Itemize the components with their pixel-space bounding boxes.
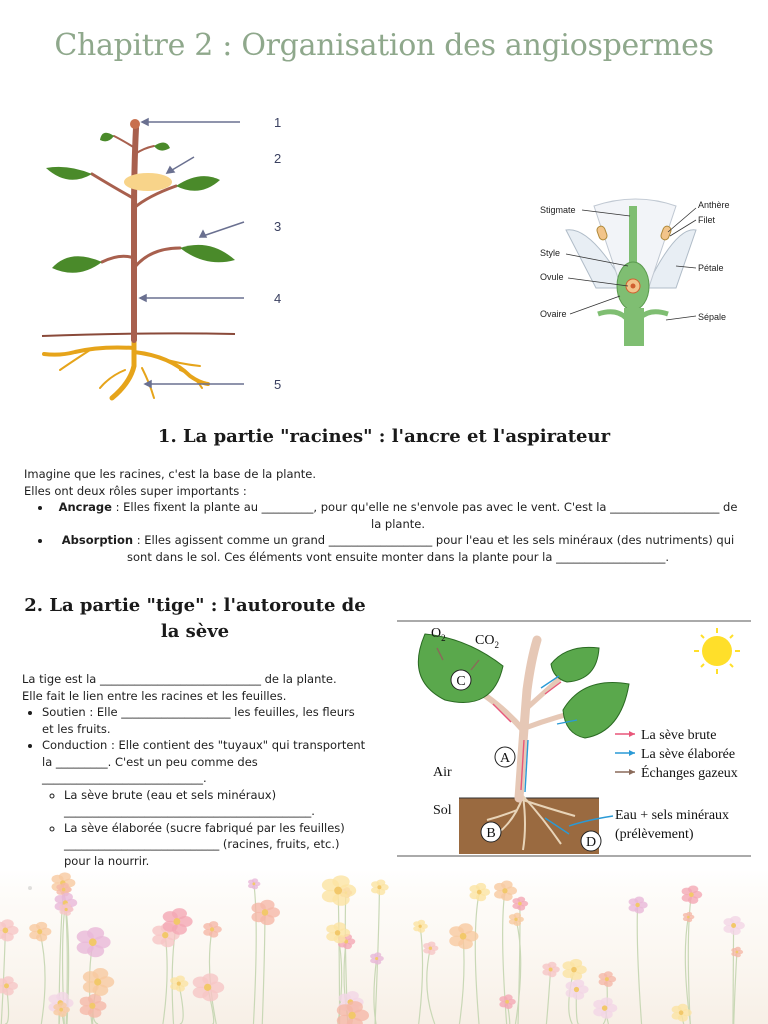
list-item-soutien: • Soutien : Elle ___________________ les feuilles, les fleurs et les fruits.: [42, 704, 366, 737]
section1-list: [24, 499, 744, 565]
term-ancrage: Ancrage: [58, 500, 112, 514]
label-filet: Filet: [698, 215, 716, 225]
letter-c: C: [456, 674, 466, 689]
section2-list: [22, 704, 366, 869]
flower: [124, 173, 172, 191]
letter-b: B: [486, 826, 496, 841]
plant-label-3: 3: [274, 219, 282, 234]
term-absorption: Absorption: [61, 533, 134, 547]
soil-label-2: (prélèvement): [615, 827, 694, 842]
list-item-absorption: [52, 532, 744, 565]
stem: [92, 128, 180, 340]
label-sepale: Sépale: [698, 312, 727, 322]
co2-label: $CO_2$: [475, 633, 499, 650]
label-ovaire: Ovaire: [540, 309, 567, 319]
plant-label-5: 5: [274, 377, 282, 392]
text-absorption: : Elles agissent comme un grand __________________ pour l'eau et les sels minéraux (des nutriments) qui sont dans le sol. Ces éléments vont ensuite monter dans la plante pour la ___________________.: [127, 533, 735, 564]
plant-label-4: 4: [274, 291, 282, 306]
legend-gaz: Échanges gazeux: [641, 766, 738, 781]
section1-text: [24, 466, 744, 565]
list-item-conduction: [42, 737, 366, 869]
label-petale: Pétale: [698, 263, 724, 273]
text-ancrage: : Elles fixent la plante au _________, pour qu'elle ne s'envole pas avec le vent. C'est la ___________________ de la plante.: [111, 500, 738, 531]
section2-line-1: La tige est la ____________________________ de la plante.: [22, 672, 337, 686]
plant-label-2: 2: [274, 151, 282, 166]
label-stigmate: Stigmate: [540, 205, 576, 215]
letter-a: A: [499, 751, 511, 766]
letter-d: D: [585, 835, 597, 850]
list-item-ancrage: [52, 499, 744, 532]
section1-heading: 1. La partie "racines" : l'ancre et l'aspirateur: [157, 426, 611, 447]
bud: [130, 119, 140, 129]
legend-elaboree: La sève élaborée: [641, 747, 736, 762]
soil-label-1: Eau + sels minéraux: [615, 808, 730, 823]
sap-diagram: [397, 620, 751, 858]
section2-heading: 2. La partie "tige" : l'autoroute de la sève: [24, 595, 366, 642]
section2-line-2: Elle fait le lien entre les racines et les feuilles.: [22, 688, 287, 703]
o2-label: $O_2$: [431, 626, 446, 643]
page-title: Chapitre 2 : Organisation des angiospermes: [54, 28, 714, 63]
section1-intro-1: Imagine que les racines, c'est la base de la plante.: [24, 467, 317, 481]
air-label: Air: [433, 765, 452, 780]
roots: [44, 338, 208, 398]
section2-sublist: [42, 787, 366, 870]
flower-meadow-decoration: [0, 870, 768, 1024]
label-ovule: Ovule: [540, 272, 564, 282]
label-style: Style: [540, 248, 561, 258]
legend-brute: La sève brute: [641, 728, 717, 743]
subitem-seve-elaboree: ◦ La sève élaborée (sucre fabriqué par les feuilles) ___________________________ (racines, fruits, etc.) pour la nourrir.: [64, 820, 366, 870]
label-anthere: Anthère: [698, 200, 730, 210]
section2-text: [22, 671, 366, 896]
flower-diagram: [536, 196, 761, 351]
section1-intro-2: Elles ont deux rôles super importants :: [24, 483, 247, 498]
subitem-seve-brute: ◦ La sève brute (eau et sels minéraux) ___________________________________________.: [64, 787, 366, 820]
plant-label-1: 1: [274, 115, 282, 130]
text-conduction: Conduction : Elle contient des "tuyaux" qui transportent la _________. C'est un peu comme des ____________________________.: [42, 738, 366, 785]
plant-diagram: [30, 108, 300, 408]
sol-label: Sol: [433, 803, 452, 818]
